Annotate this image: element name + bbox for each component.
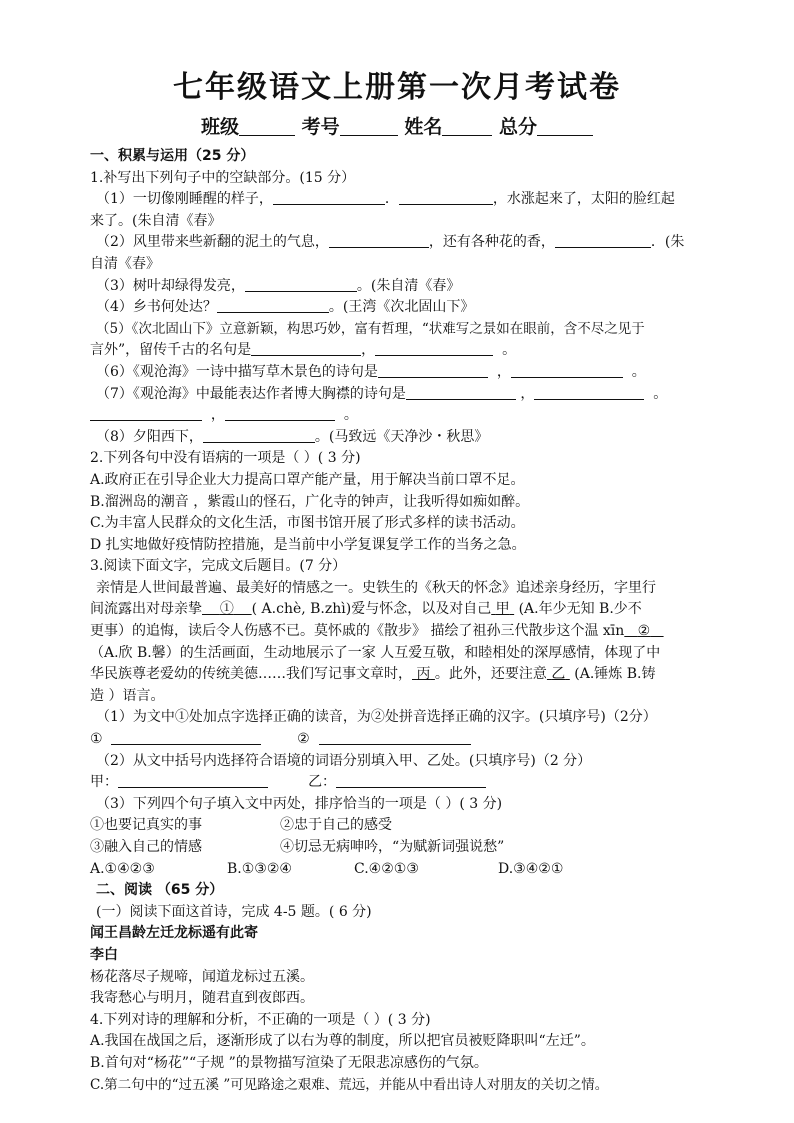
marker-yi: 乙 xyxy=(551,666,566,683)
q1-item-8 xyxy=(90,427,740,449)
answer-blank[interactable] xyxy=(319,730,471,745)
exam-title: 七年级语文上册第一次月考试卷 xyxy=(173,70,621,105)
q1-item-4 xyxy=(90,297,740,319)
punct: 。 xyxy=(502,342,517,359)
answer-blank[interactable] xyxy=(555,233,651,248)
q3-sub-3-sentences-1 xyxy=(90,815,740,837)
sentence-1: ①也要记真实的事 xyxy=(90,817,202,834)
answer-blank[interactable] xyxy=(118,773,268,788)
q1-item-1-text-2: ，水涨起来了，太阳的脸红起 xyxy=(492,191,675,208)
answer-label-yi: 乙： xyxy=(308,774,337,791)
passage-text: 更事）的追悔，读后令人伤感不已。莫怀戚的《散步》 描绘了祖孙三代散步这个温 xīn xyxy=(90,623,625,640)
blank-marker-yi[interactable] xyxy=(547,666,570,682)
q1-item-5-cont xyxy=(90,340,740,362)
marker-2: ② xyxy=(637,623,651,640)
q1-item-2-source: ．(朱 xyxy=(650,234,685,251)
answer-blank[interactable] xyxy=(399,190,493,205)
q1-item-6 xyxy=(90,362,740,384)
passage-line-4: （A.欣 B.馨）的生活画面，生动地展示了一家 人互爱互敬，和睦相处的深厚感情，体现了中 xyxy=(90,644,661,661)
marker-bing: 丙 xyxy=(416,666,431,683)
question-1-stem: 1.补写出下列句子中的空缺部分。(15 分） xyxy=(90,169,356,186)
q1-item-7-text: （7）《观沧海》中最能表达作者博大胸襟的诗句是 xyxy=(96,385,406,402)
reading-part-1-stem: (一）阅读下面这首诗，完成 4-5 题。( 6 分) xyxy=(96,903,372,920)
answer-blank[interactable] xyxy=(251,341,361,356)
q3-option-a: A.①④②③ xyxy=(90,860,155,877)
poem-author: 李白 xyxy=(90,946,118,963)
name-blank[interactable] xyxy=(442,117,492,136)
score-label: 总分 xyxy=(498,116,537,138)
q2-option-c: C.为丰富人民群众的文化生活，市图书馆开展了形式多样的读书活动。 xyxy=(90,515,525,532)
q4-option-c: C.第二句中的“过五溪 ”可见路途之艰难、荒远，并能从中看出诗人对朋友的关切之情。 xyxy=(90,1076,609,1093)
answer-blank[interactable] xyxy=(90,406,202,421)
punct: ． xyxy=(384,191,399,208)
passage-text: 华民族尊老爱幼的传统美德……我们写记事文章时， xyxy=(90,666,412,683)
q2-option-b: B.溜洲岛的潮音 ，紫霞山的怪石，广化寺的钟声，让我听得如痴如醉。 xyxy=(90,493,530,510)
q1-item-3 xyxy=(90,276,740,298)
answer-blank[interactable] xyxy=(203,428,315,443)
q1-item-8-text: （8）夕阳西下， xyxy=(96,428,203,445)
passage-line-3 xyxy=(90,621,740,643)
passage-text: (A.年少无知 B.少不 xyxy=(518,601,642,618)
answer-blank[interactable] xyxy=(406,385,516,400)
q1-item-1-text: （1）一切像刚睡醒的样子， xyxy=(96,191,273,208)
q1-item-4-source: 。(王湾《次北固山下》 xyxy=(328,299,475,316)
answer-label-1: ① xyxy=(90,731,103,748)
punct: ， xyxy=(496,363,511,380)
q1-item-8-source: 。(马致远《天净沙・秋思》 xyxy=(314,428,489,445)
section-heading-1: 一、积累与运用（25 分） xyxy=(90,148,255,164)
passage-text: ( A.chè, B.zhì)爱与怀念，以及对自己 xyxy=(251,601,492,618)
punct: 。 xyxy=(653,385,668,402)
blank-marker-2[interactable] xyxy=(624,623,663,639)
q1-item-3-source: 。(朱自清《春》 xyxy=(356,277,461,294)
q1-item-4-text: （4）乡书何处达？ xyxy=(96,299,217,316)
q3-option-c: C.④②①③ xyxy=(354,860,419,877)
blank-marker-jia[interactable] xyxy=(491,601,514,617)
passage-line-5 xyxy=(90,664,740,686)
class-blank[interactable] xyxy=(239,117,295,136)
q3-option-b: B.①③②④ xyxy=(227,860,292,877)
punct: ， xyxy=(361,342,376,359)
blank-marker-1[interactable] xyxy=(202,601,252,617)
exam-body xyxy=(90,146,740,1096)
punct: 。 xyxy=(343,407,358,424)
passage-text: (A.锤炼 B.铸 xyxy=(574,666,656,683)
q1-item-2-cont: 自清《春》 xyxy=(90,255,160,272)
punct: 。 xyxy=(631,363,646,380)
passage-line-1: 亲情是人世间最普遍、最美好的情感之一。史铁生的《秋天的怀念》追述亲身经历，字里行 xyxy=(96,579,656,596)
blank-marker-bing[interactable] xyxy=(412,666,435,682)
question-3-stem: 3.阅读下面文字，完成文后题目。(7 分） xyxy=(90,558,347,575)
question-2-stem: 2.下列各句中没有语病的一项是（ ）( 3 分) xyxy=(90,450,361,467)
punct: ， xyxy=(520,385,535,402)
q3-sub-2: （2）从文中括号内选择符合语境的词语分别填入甲、乙处。(只填序号)（2 分） xyxy=(96,752,592,769)
class-label: 班级 xyxy=(201,116,240,138)
name-label: 姓名 xyxy=(404,116,443,138)
marker-jia: 甲 xyxy=(495,601,510,618)
q1-item-2-text: （2）风里带来些新翻的泥土的气息， xyxy=(96,234,329,251)
q1-item-5: （5）《次北固山下》立意新颖，构思巧妙，富有哲理，“状难写之景如在眼前，含不尽之见于 xyxy=(96,320,645,337)
q1-item-1 xyxy=(90,189,740,211)
passage-text: 间流露出对母亲挚 xyxy=(90,601,202,618)
answer-blank[interactable] xyxy=(511,363,623,378)
exam-no-blank[interactable] xyxy=(340,117,398,136)
passage-line-6: 造 ）语言。 xyxy=(90,687,165,704)
q2-option-d: D 扎实地做好疫情防控措施，是当前中小学复课复学工作的当务之急。 xyxy=(90,536,526,553)
answer-blank[interactable] xyxy=(329,233,429,248)
q1-item-3-text: （3）树叶却绿得发亮， xyxy=(96,277,245,294)
q4-option-b: B.首句对“杨花”“子规 ”的景物描写渲染了无限悲凉感伤的气氛。 xyxy=(90,1054,488,1071)
passage-text: 。此外，还要注意 xyxy=(434,666,547,683)
q3-sub-2-answers xyxy=(90,772,740,794)
answer-blank[interactable] xyxy=(375,341,493,356)
answer-blank[interactable] xyxy=(245,277,357,292)
q1-item-5-text: 言外”，留传千古的名句是 xyxy=(90,342,252,359)
answer-blank[interactable] xyxy=(336,773,486,788)
q3-sub-3: （3）下列四个句子填入文中丙处，排序恰当的一项是（ ）( 3 分) xyxy=(96,795,503,812)
q3-sub-3-options xyxy=(90,859,740,881)
poem-title: 闻王昌龄左迁龙标遥有此寄 xyxy=(90,925,258,942)
answer-blank[interactable] xyxy=(111,730,261,745)
q3-option-d: D.③④②① xyxy=(498,860,564,877)
marker-1: ① xyxy=(219,601,234,618)
answer-blank[interactable] xyxy=(217,298,329,313)
q3-sub-3-sentences-2 xyxy=(90,837,740,859)
sentence-4: ④切忌无病呻吟，“为赋新词强说愁” xyxy=(280,839,505,855)
poem-line-1: 杨花落尽子规啼，闻道龙标过五溪。 xyxy=(90,968,314,985)
section-heading-2: 二、阅读 （65 分） xyxy=(96,882,224,899)
sentence-2: ②忠于自己的感受 xyxy=(280,817,392,834)
q1-item-2-text-2: ，还有各种花的香， xyxy=(428,234,555,251)
answer-blank[interactable] xyxy=(378,363,488,378)
answer-label-2: ② xyxy=(297,731,310,748)
q1-item-2 xyxy=(90,232,740,254)
poem-line-2: 我寄愁心与明月，随君直到夜郎西。 xyxy=(90,990,314,1007)
answer-blank[interactable] xyxy=(534,385,644,400)
passage-line-2 xyxy=(90,599,740,621)
q1-item-7-cont xyxy=(90,405,740,427)
student-info-row xyxy=(0,112,794,139)
punct: ， xyxy=(210,407,225,424)
q4-option-a: A.我国在战国之后，逐渐形成了以右为尊的制度，所以把官员被贬降职叫“左迁”。 xyxy=(90,1033,595,1050)
q3-sub-1: （1）为文中①处加点字选择正确的读音，为②处拼音选择正确的汉字。(只填序号)（2分） xyxy=(96,709,657,726)
answer-blank[interactable] xyxy=(273,190,385,205)
score-blank[interactable] xyxy=(537,117,593,136)
exam-no-label: 考号 xyxy=(301,116,340,138)
q2-option-a: A.政府正在引导企业大力提高口罩产能产量，用于解决当前口罩不足。 xyxy=(90,471,525,488)
sentence-3: ③融入自己的情感 xyxy=(90,839,202,855)
question-4-stem: 4.下列对诗的理解和分析，不正确的一项是（ ）( 3 分) xyxy=(90,1011,431,1028)
q1-item-6-text: （6）《观沧海》一诗中描写草木景色的诗句是 xyxy=(96,363,378,380)
q1-item-1-cont: 来了。(朱自清《春》 xyxy=(90,212,222,229)
answer-label-jia: 甲： xyxy=(90,774,118,791)
q3-sub-1-answers xyxy=(90,729,740,751)
answer-blank[interactable] xyxy=(225,406,335,421)
q1-item-7 xyxy=(90,384,740,406)
